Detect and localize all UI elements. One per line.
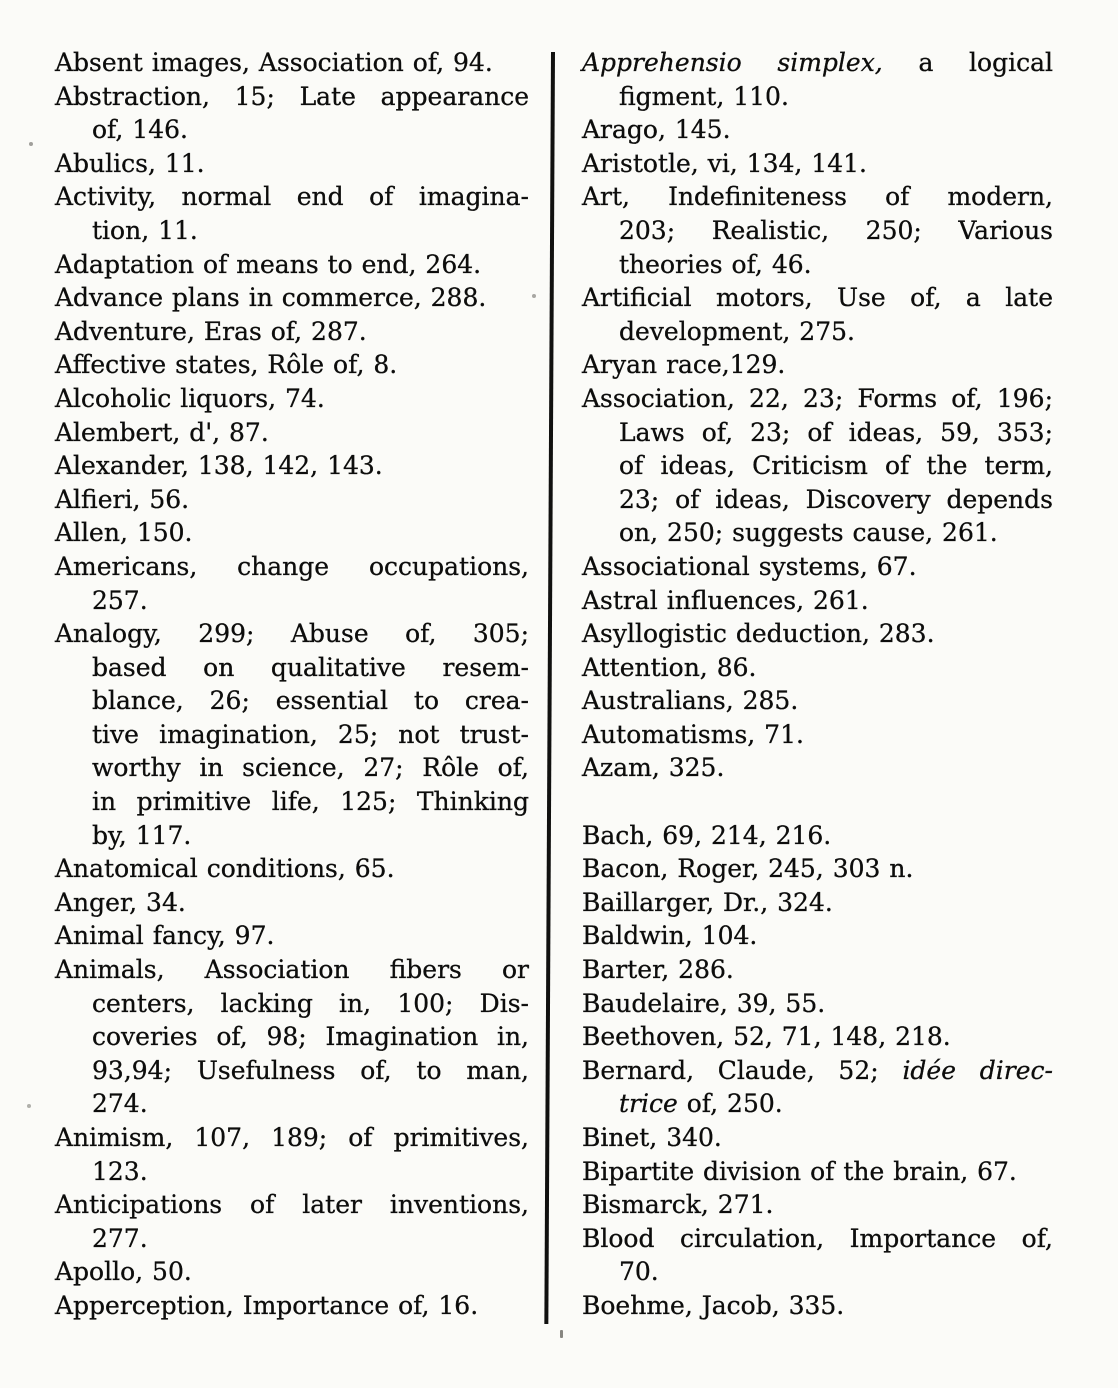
index-entry-line xyxy=(55,147,529,181)
index-entry-line xyxy=(55,852,529,886)
index-column-left xyxy=(55,46,529,1323)
index-entry-line xyxy=(55,1289,529,1323)
index-entry xyxy=(582,348,1053,382)
index-entry-line xyxy=(582,449,1053,483)
index-entry-line xyxy=(582,1222,1053,1256)
index-entry xyxy=(582,113,1053,147)
index-entry-line xyxy=(582,751,1053,785)
index-entry xyxy=(55,416,529,450)
index-text: Alexander, 138, 142, 143. xyxy=(55,451,383,481)
index-entry-line xyxy=(582,1121,1053,1155)
index-term-italic: idée direc- xyxy=(902,1055,1053,1085)
index-entry-line xyxy=(55,1188,529,1222)
index-text: Automatisms, 71. xyxy=(582,719,804,749)
index-text: Alembert, d', 87. xyxy=(55,417,269,447)
index-text: Animal fancy, 97. xyxy=(55,921,275,951)
index-text: of ideas, Criticism of the term, xyxy=(619,451,1053,481)
index-text: Azam, 325. xyxy=(582,753,725,783)
index-entry-line xyxy=(582,1255,1053,1289)
index-text: Abulics, 11. xyxy=(55,148,205,178)
index-text: Bipartite division of the brain, 67. xyxy=(582,1156,1017,1186)
index-text: Baldwin, 104. xyxy=(582,921,758,951)
index-text: figment, 110. xyxy=(619,81,789,111)
index-entry-line xyxy=(582,348,1053,382)
index-entry xyxy=(55,516,529,550)
index-entry xyxy=(55,449,529,483)
index-entry-line xyxy=(582,147,1053,181)
index-text: of, 250. xyxy=(677,1089,783,1119)
index-entry-line xyxy=(55,1087,529,1121)
index-entry-line xyxy=(55,348,529,382)
index-entry-line xyxy=(55,751,529,785)
index-entry xyxy=(582,718,1053,752)
index-text: Bernard, Claude, 52; xyxy=(582,1055,903,1085)
index-term-italic: trice xyxy=(619,1089,678,1119)
index-text: a logical xyxy=(882,48,1053,77)
index-entry-line xyxy=(55,1255,529,1289)
index-text: of, 146. xyxy=(92,115,188,145)
index-text: in primitive life, 125; Thinking xyxy=(92,787,529,817)
index-text: development, 275. xyxy=(619,316,855,346)
index-entry-line xyxy=(55,617,529,651)
index-text: Laws of, 23; of ideas, 59, 353; xyxy=(619,417,1053,447)
index-text: Anticipations of later inventions, xyxy=(55,1190,529,1220)
index-text: Artificial motors, Use of, a late xyxy=(582,283,1053,313)
index-entry xyxy=(582,684,1053,718)
index-text: 23; of ideas, Discovery depends xyxy=(619,484,1053,514)
index-entry-line xyxy=(582,584,1053,618)
index-entry-line xyxy=(582,919,1053,953)
index-text: Animals, Association fibers or xyxy=(55,955,529,985)
index-text: tion, 11. xyxy=(92,215,198,245)
index-entry-line xyxy=(582,113,1053,147)
index-entry xyxy=(55,1255,529,1289)
index-text: Arago, 145. xyxy=(582,115,731,145)
index-entry xyxy=(55,281,529,315)
index-entry-line xyxy=(55,584,529,618)
index-entry xyxy=(582,953,1053,987)
index-text: Absent images, Association of, 94. xyxy=(55,48,493,77)
index-text: worthy in science, 27; Rôle of, xyxy=(92,753,529,783)
index-text: Beethoven, 52, 71, 148, 218. xyxy=(582,1022,951,1052)
index-entry xyxy=(55,550,529,617)
index-text: Barter, 286. xyxy=(582,955,734,985)
index-text: Asyllogistic deduction, 283. xyxy=(582,619,935,649)
index-entry xyxy=(582,1188,1053,1222)
index-text: Boehme, Jacob, 335. xyxy=(582,1290,845,1320)
index-text: Anatomical conditions, 65. xyxy=(55,854,395,884)
column-divider-rule xyxy=(544,52,554,1324)
index-text: 203; Realistic, 250; Various xyxy=(619,215,1053,245)
scan-speck xyxy=(532,294,536,298)
index-entry-line xyxy=(55,886,529,920)
index-entry-line xyxy=(55,1020,529,1054)
index-entry xyxy=(582,584,1053,618)
index-text: tive imagination, 25; not trust- xyxy=(92,719,529,749)
index-entry-line xyxy=(582,550,1053,584)
index-entry-line xyxy=(582,1087,1053,1121)
index-entry-line xyxy=(55,46,529,80)
scan-speck xyxy=(560,1330,563,1338)
index-entry-line xyxy=(55,651,529,685)
index-text: Association, 22, 23; Forms of, 196; xyxy=(582,383,1053,413)
index-text: on, 250; suggests cause, 261. xyxy=(619,518,998,548)
index-entry xyxy=(582,382,1053,550)
index-entry-line xyxy=(582,953,1053,987)
index-entry-line xyxy=(55,1121,529,1155)
index-entry xyxy=(582,886,1053,920)
index-entry xyxy=(582,550,1053,584)
index-entry-line xyxy=(55,281,529,315)
index-entry xyxy=(55,382,529,416)
index-entry xyxy=(582,1054,1053,1121)
index-entry-line xyxy=(582,987,1053,1021)
index-text: Aristotle, vi, 134, 141. xyxy=(582,148,867,178)
index-column-right xyxy=(582,46,1053,1323)
index-entry xyxy=(55,617,529,852)
index-entry-line xyxy=(582,1155,1053,1189)
index-text: Art, Indefiniteness of modern, xyxy=(582,182,1053,212)
index-entry xyxy=(582,1289,1053,1323)
index-entry-line xyxy=(55,819,529,853)
index-entry xyxy=(582,919,1053,953)
index-text: 277. xyxy=(92,1223,148,1253)
index-text: 274. xyxy=(92,1089,148,1119)
index-entry-line xyxy=(55,785,529,819)
index-text: Advance plans in commerce, 288. xyxy=(55,283,487,313)
index-entry-line xyxy=(582,1054,1053,1088)
index-entry-line xyxy=(582,1020,1053,1054)
index-entry xyxy=(55,1121,529,1188)
index-text: blance, 26; essential to crea- xyxy=(92,686,529,716)
index-entry xyxy=(55,886,529,920)
index-entry xyxy=(55,46,529,80)
index-entry-line xyxy=(55,315,529,349)
index-text: Astral influences, 261. xyxy=(582,585,869,615)
index-entry-line xyxy=(582,718,1053,752)
index-entry xyxy=(582,1222,1053,1289)
index-text: 123. xyxy=(92,1156,148,1186)
index-entry-line xyxy=(582,819,1053,853)
index-entry xyxy=(582,281,1053,348)
index-entry xyxy=(55,483,529,517)
index-text: 257. xyxy=(92,585,148,615)
index-entry-line xyxy=(55,214,529,248)
index-entry-line xyxy=(55,1222,529,1256)
index-entry-line xyxy=(55,550,529,584)
index-entry-line xyxy=(582,651,1053,685)
index-text: Americans, change occupations, xyxy=(55,551,529,581)
index-text: Activity, normal end of imagina- xyxy=(55,182,529,212)
index-entry-line xyxy=(55,987,529,1021)
index-entry-line xyxy=(55,483,529,517)
index-entry-line xyxy=(582,617,1053,651)
index-entry-line xyxy=(55,516,529,550)
index-text: Bacon, Roger, 245, 303 n. xyxy=(582,854,914,884)
index-entry-line xyxy=(582,1188,1053,1222)
index-entry xyxy=(582,1020,1053,1054)
index-text: Allen, 150. xyxy=(55,518,193,548)
index-entry xyxy=(55,315,529,349)
index-text: Baudelaire, 39, 55. xyxy=(582,988,826,1018)
index-entry-line xyxy=(582,281,1053,315)
index-text: theories of, 46. xyxy=(619,249,812,279)
index-text: 70. xyxy=(619,1257,659,1287)
index-entry-line xyxy=(55,919,529,953)
index-entry xyxy=(582,987,1053,1021)
index-text: Apperception, Importance of, 16. xyxy=(55,1290,479,1320)
index-entry xyxy=(55,852,529,886)
scan-speck xyxy=(29,142,33,146)
index-text: Attention, 86. xyxy=(582,652,757,682)
index-entry xyxy=(582,751,1053,785)
scan-speck xyxy=(27,1104,31,1108)
index-entry xyxy=(582,1121,1053,1155)
index-text: Abstraction, 15; Late appearance xyxy=(55,81,529,111)
index-entry xyxy=(55,1188,529,1255)
index-text: Adventure, Eras of, 287. xyxy=(55,316,367,346)
index-text: centers, lacking in, 100; Dis- xyxy=(92,988,529,1018)
index-text: coveries of, 98; Imagination in, xyxy=(92,1022,529,1052)
index-text: Bismarck, 271. xyxy=(582,1190,774,1220)
index-entry-line xyxy=(582,214,1053,248)
index-entry-line xyxy=(55,1054,529,1088)
index-entry-line xyxy=(55,718,529,752)
index-entry-line xyxy=(582,248,1053,282)
index-text: Blood circulation, Importance of, xyxy=(582,1223,1053,1253)
index-entry-line xyxy=(582,382,1053,416)
index-entry xyxy=(582,147,1053,181)
index-entry xyxy=(582,651,1053,685)
index-entry xyxy=(55,147,529,181)
index-entry-line xyxy=(55,953,529,987)
index-term-italic: Apprehensio simplex, xyxy=(582,48,883,77)
index-entry xyxy=(582,180,1053,281)
index-text: Animism, 107, 189; of primitives, xyxy=(55,1123,529,1152)
index-text: 93,94; Usefulness of, to man, xyxy=(92,1055,529,1085)
index-entry xyxy=(55,248,529,282)
index-entry-line xyxy=(55,382,529,416)
index-entry-line xyxy=(582,684,1053,718)
index-text: Affective states, Rôle of, 8. xyxy=(55,350,398,380)
index-entry-line xyxy=(55,80,529,114)
index-entry xyxy=(55,953,529,1121)
index-entry xyxy=(55,1289,529,1323)
index-text: Adaptation of means to end, 264. xyxy=(55,249,482,279)
index-text: Analogy, 299; Abuse of, 305; xyxy=(55,619,529,649)
index-entry-line xyxy=(582,80,1053,114)
index-text: Alcoholic liquors, 74. xyxy=(55,383,325,413)
entry-spacer xyxy=(582,785,1053,819)
index-entry-line xyxy=(55,1155,529,1189)
index-text: Apollo, 50. xyxy=(55,1257,192,1287)
index-entry-line xyxy=(582,46,1053,80)
index-entry-line xyxy=(582,483,1053,517)
index-text: Bach, 69, 214, 216. xyxy=(582,820,832,850)
index-text: Associational systems, 67. xyxy=(582,551,917,581)
index-entry-line xyxy=(55,248,529,282)
index-entry-line xyxy=(55,416,529,450)
index-entry-line xyxy=(55,449,529,483)
index-entry-line xyxy=(55,113,529,147)
index-entry xyxy=(582,617,1053,651)
index-entry xyxy=(55,80,529,147)
index-entry-line xyxy=(582,180,1053,214)
index-text: Alfieri, 56. xyxy=(55,484,190,514)
index-entry-line xyxy=(55,684,529,718)
index-entry xyxy=(55,348,529,382)
index-entry xyxy=(582,46,1053,113)
index-entry xyxy=(55,919,529,953)
index-text: Australians, 285. xyxy=(582,686,799,716)
index-entry-line xyxy=(582,886,1053,920)
index-entry xyxy=(582,852,1053,886)
index-text: Binet, 340. xyxy=(582,1123,722,1152)
index-entry xyxy=(582,819,1053,853)
index-text: Baillarger, Dr., 324. xyxy=(582,887,833,917)
index-entry-line xyxy=(582,315,1053,349)
index-entry-line xyxy=(582,516,1053,550)
index-entry xyxy=(582,1155,1053,1189)
index-text: Anger, 34. xyxy=(55,887,186,917)
index-entry-line xyxy=(582,852,1053,886)
index-entry-line xyxy=(55,180,529,214)
index-entry xyxy=(55,180,529,247)
index-text: based on qualitative resem- xyxy=(92,652,529,682)
index-entry-line xyxy=(582,416,1053,450)
index-text: by, 117. xyxy=(92,820,192,850)
index-text: Aryan race,129. xyxy=(582,350,786,380)
index-entry-line xyxy=(582,1289,1053,1323)
